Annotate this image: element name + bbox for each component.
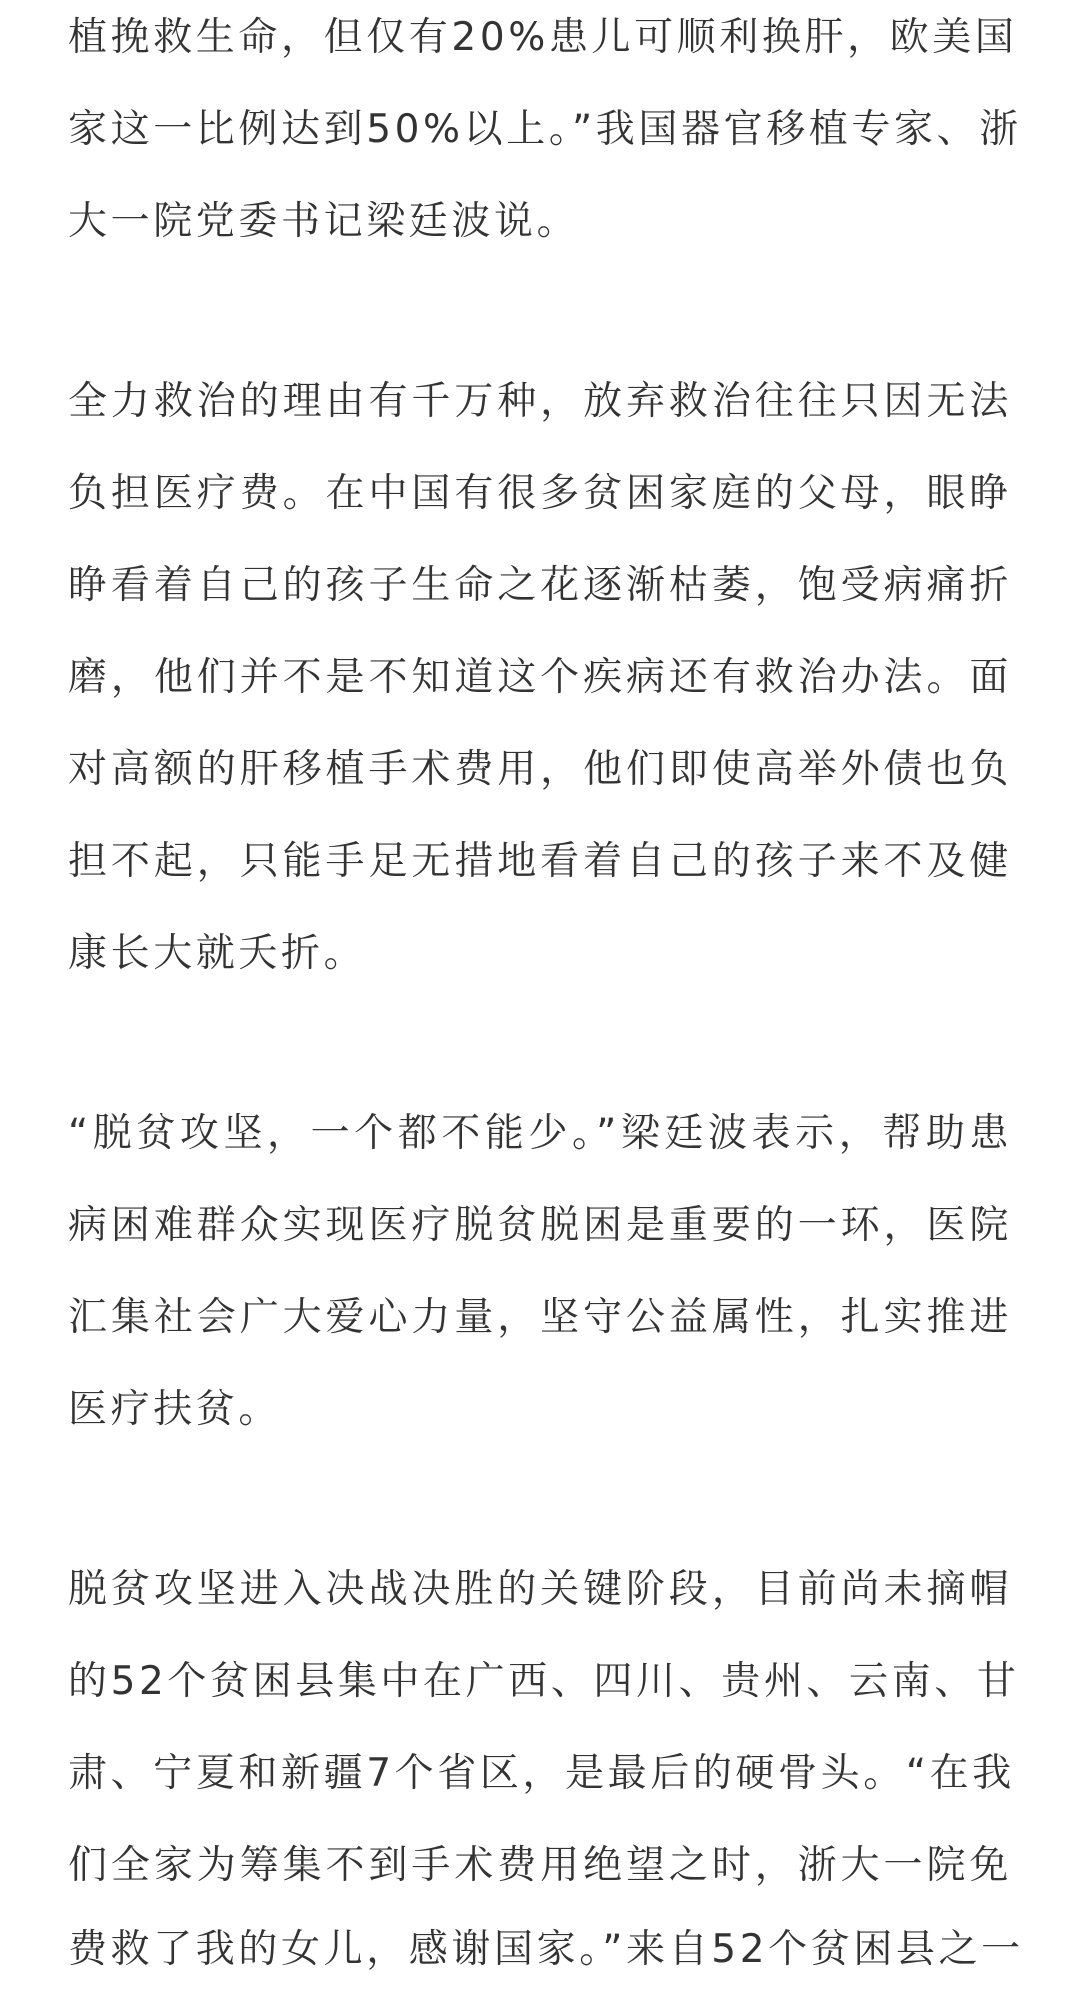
text-line: 肃、宁夏和新疆7个省区，是最后的硬骨头。“在我 — [68, 1751, 1015, 1796]
text-line: 大一院党委书记梁廷波说。 — [68, 199, 580, 244]
text-line: 脱贫攻坚进入决战决胜的关键阶段，目前尚未摘帽 — [68, 1567, 1012, 1612]
text-line: 家这一比例达到50%以上。”我国器官移植专家、浙 — [68, 107, 1022, 152]
text-line: 负担医疗费。在中国有很多贫困家庭的父母，眼睁 — [68, 471, 1012, 516]
text-line: 睁看着自己的孩子生命之花逐渐枯萎，饱受病痛折 — [68, 563, 1012, 608]
text-line: 担不起，只能手足无措地看着自己的孩子来不及健 — [68, 839, 1012, 884]
text-line: 对高额的肝移植手术费用，他们即使高举外债也负 — [68, 747, 1012, 792]
text-line: 植挽救生命，但仅有20%患儿可顺利换肝，欧美国 — [68, 15, 1018, 60]
text-line: 的52个贫困县集中在广西、四川、贵州、云南、甘 — [68, 1659, 1020, 1704]
text-line: 全力救治的理由有千万种，放弃救治往往只因无法 — [68, 379, 1012, 424]
text-line: 病困难群众实现医疗脱贫脱困是重要的一环，医院 — [68, 1203, 1012, 1248]
text-line: 费救了我的女儿，感谢国家。”来自52个贫困县之一 — [68, 1927, 1024, 1972]
text-line: 医疗扶贫。 — [68, 1387, 282, 1432]
text-line: 磨，他们并不是不知道这个疾病还有救治办法。面 — [68, 655, 1012, 700]
text-line: “脱贫攻坚，一个都不能少。”梁廷波表示，帮助患 — [68, 1111, 1012, 1156]
text-line: 康长大就夭折。 — [68, 931, 367, 976]
text-line: 汇集社会广大爱心力量，坚守公益属性，扎实推进 — [68, 1295, 1012, 1340]
text-line: 们全家为筹集不到手术费用绝望之时，浙大一院免 — [68, 1843, 1012, 1888]
